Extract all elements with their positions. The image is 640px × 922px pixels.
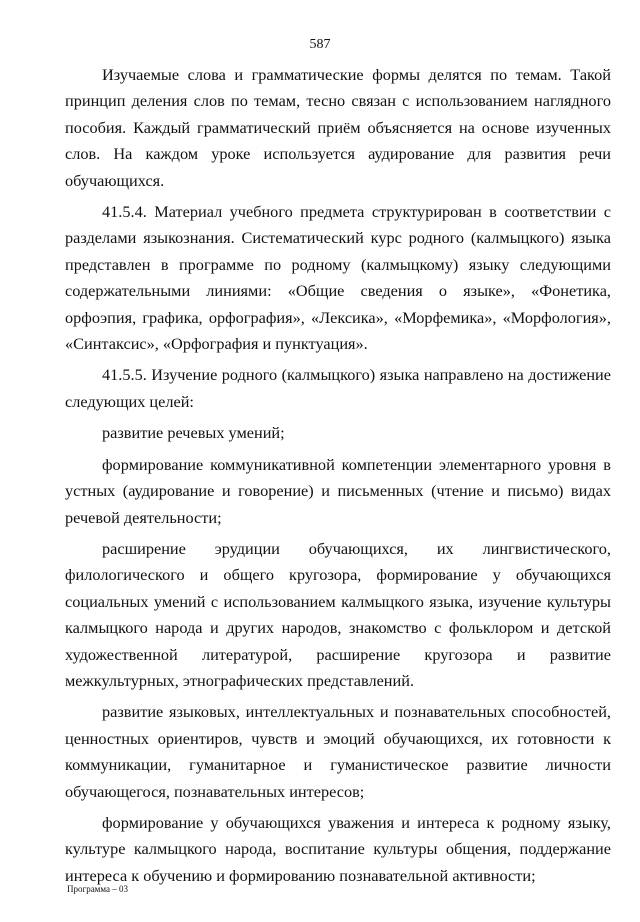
goal-abilities: развитие языковых, интеллектуальных и познавательных способностей, ценностных ориентиров, чувств и эмоций обучающихся, их готовности к коммуникации, гуманитарное и гуманистическое развитие личности обучающегося, познавательных интересов; [65, 702, 611, 801]
body-text [65, 62, 611, 889]
paragraph-themes: Изучаемые слова и грамматические формы делятся по темам. Такой принцип деления слов по темам, тесно связан с использованием наглядного пособия. Каждый грамматический приём объясняется на основе изученных слов. На каждом уроке используется аудирование для развития речи обучающихся. [65, 65, 611, 190]
page-number: 587 [309, 37, 331, 52]
goal-respect-language: формирование у обучающихся уважения и интереса к родному языку, культуре калмыцкого народа, воспитание культуры общения, поддержание интереса к обучению и формированию познавательной активности; [65, 812, 611, 885]
goal-speech-skills: развитие речевых умений; [102, 423, 285, 443]
footer-label: Программа – 03 [67, 884, 129, 894]
goal-erudition: расширение эрудиции обучающихся, их лингвистического, филологического и общего кругозора, формирование у обучающихся социальных умений с использованием калмыцкого языка, изучение культуры калмыцкого народа и других народов, знакомство с фольклором и детской художественной литературой, расширение кругозора и развитие межкультурных, этнографических представлений. [65, 538, 611, 690]
paragraph-41-5-4: 41.5.4. Материал учебного предмета структурирован в соответствии с разделами языкознания. Систематический курс родного (калмыцкого) языка представлен в программе по родному (калмыцкому) языку следующими содержательными линиями: «Общие сведения о языке», «Фонетика, орфоэпия, графика, орфография», «Лексика», «Морфемика», «Морфология», «Синтаксис», «Орфография и пунктуация». [65, 202, 611, 354]
paragraph-41-5-5: 41.5.5. Изучение родного (калмыцкого) языка направлено на достижение следующих целей: [65, 365, 611, 411]
goal-communicative-competence: формирование коммуникативной компетенции элементарного уровня в устных (аудирование и говорение) и письменных (чтение и письмо) видах речевой деятельности; [65, 454, 611, 527]
